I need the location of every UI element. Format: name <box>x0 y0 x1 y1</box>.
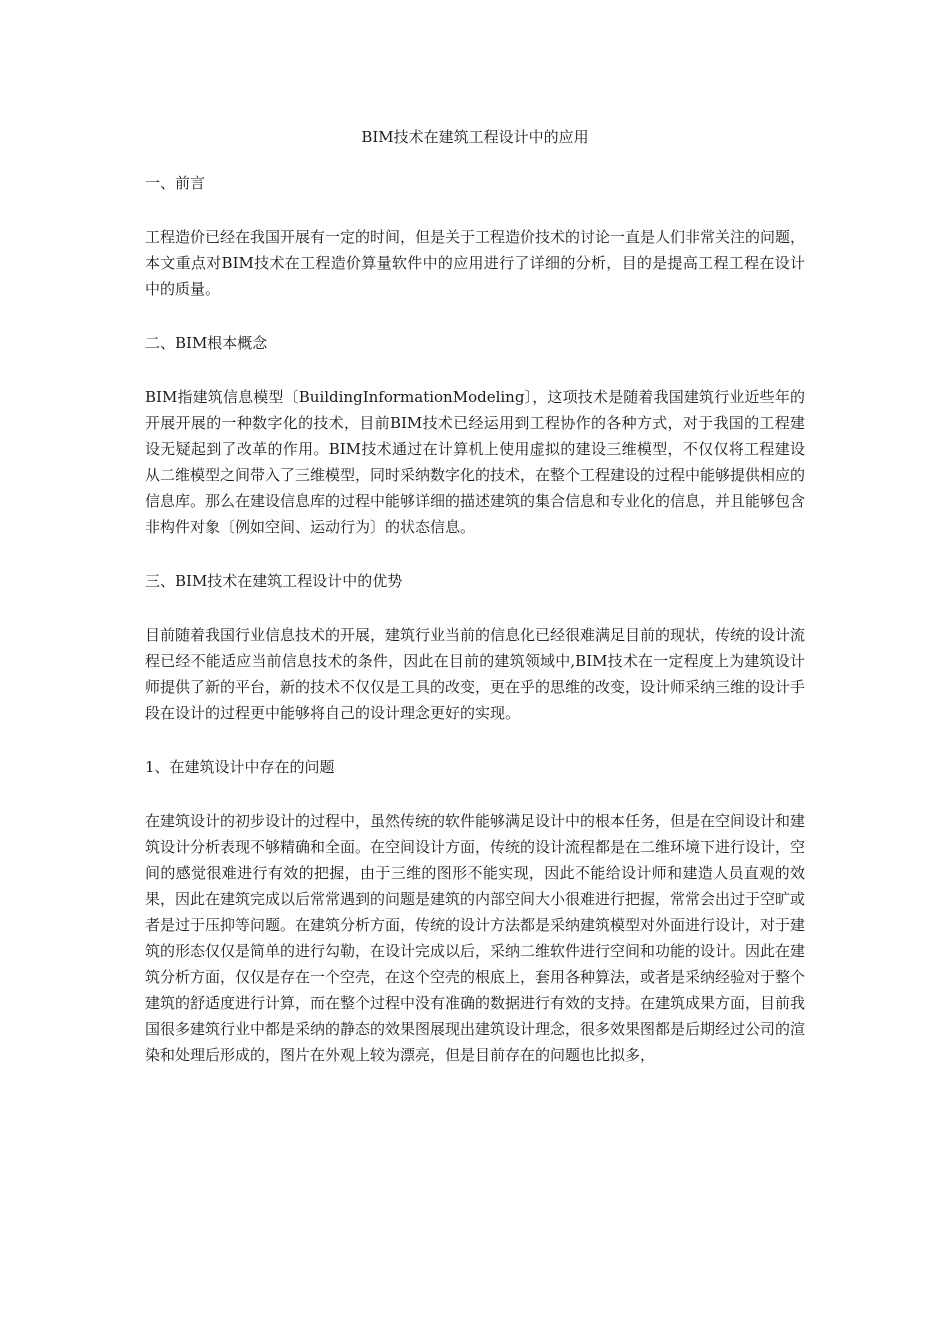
section-paragraph-preface: 工程造价已经在我国开展有一定的时间，但是关于工程造价技术的讨论一直是人们非常关注的问题，本文重点对BIM技术在工程造价算量软件中的应用进行了详细的分析，目的是提高工程工程在设计中的质量。 <box>145 228 806 298</box>
section-paragraph-bim-concept: BIM指建筑信息模型〔BuildingInformationModeling〕，这项技术是随着我国建筑行业近些年的开展开展的一种数字化的技术，目前BIM技术已经运用到工程协作的各种方式，对于我国的工程建设无疑起到了改革的作用。BIM技术通过在计算机上使用虚拟的建设三维模型，不仅仅将工程建设从二维模型之间带入了三维模型，同时采纳数字化的技术，在整个工程建设的过程中能够提供相应的信息库。那么在建设信息库的过程中能够详细的描述建筑的集合信息和专业化的信息，并且能够包含非构件对象〔例如空间、运动行为〕的状态信息。 <box>145 388 806 536</box>
section-heading-design-problems: 1、在建筑设计中存在的问题 <box>145 758 335 776</box>
section-heading-preface: 一、前言 <box>145 174 206 192</box>
section-heading-bim-concept: 二、BIM根本概念 <box>145 334 268 352</box>
document-body <box>145 124 805 1096</box>
section-paragraph-bim-advantages: 目前随着我国行业信息技术的开展，建筑行业当前的信息化已经很难满足目前的现状，传统的设计流程已经不能适应当前信息技术的条件，因此在目前的建筑领域中,BIM技术在一定程度上为建筑设计师提供了新的平台，新的技术不仅仅是工具的改变，更在乎的思维的改变，设计师采纳三维的设计手段在设计的过程更中能够将自己的设计理念更好的实现。 <box>145 626 806 722</box>
section-paragraph-design-problems: 在建筑设计的初步设计的过程中，虽然传统的软件能够满足设计中的根本任务，但是在空间设计和建筑设计分析表现不够精确和全面。在空间设计方面，传统的设计流程都是在二维环境下进行设计，空间的感觉很难进行有效的把握，由于三维的图形不能实现，因此不能给设计师和建造人员直观的效果，因此在建筑完成以后常常遇到的问题是建筑的内部空间大小很难进行把握，常常会出过于空旷或者是过于压抑等问题。在建筑分析方面，传统的设计方法都是采纳建筑模型对外面进行设计，对于建筑的形态仅仅是简单的进行勾勒，在设计完成以后，采纳二维软件进行空间和功能的设计。因此在建筑分析方面，仅仅是存在一个空壳，在这个空壳的根底上，套用各种算法，或者是采纳经验对于整个建筑的舒适度进行计算，而在整个过程中没有准确的数据进行有效的支持。在建筑成果方面，目前我国很多建筑行业中都是采纳的静态的效果图展现出建筑设计理念，很多效果图都是后期经过公司的渲染和处理后形成的，图片在外观上较为漂亮，但是目前存在的问题也比拟多， <box>145 812 806 1064</box>
section-heading-bim-advantages: 三、BIM技术在建筑工程设计中的优势 <box>145 572 403 590</box>
document-title: BIM技术在建筑工程设计中的应用 <box>361 128 589 146</box>
